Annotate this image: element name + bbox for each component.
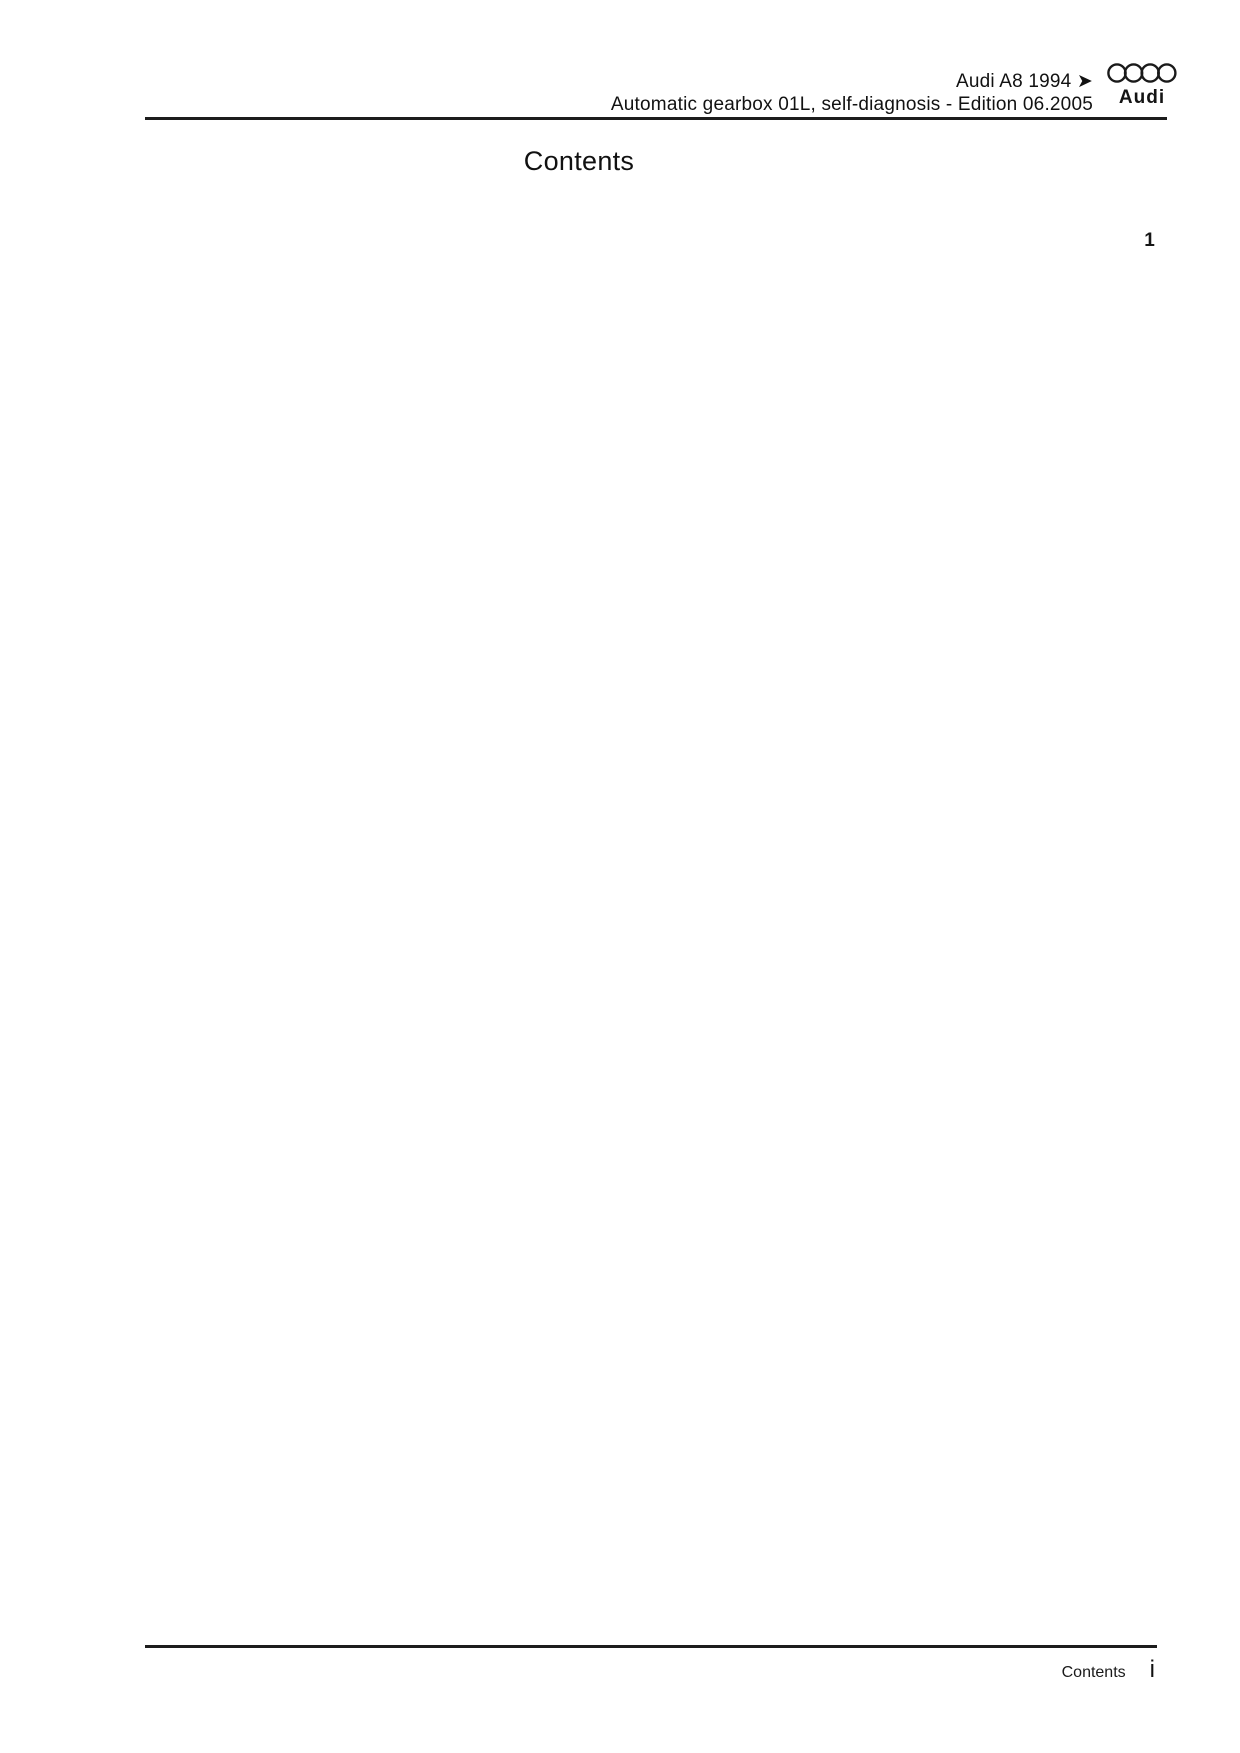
audi-wordmark: Audi [1118, 87, 1166, 108]
page-title: Contents [523, 146, 635, 176]
footer [145, 1656, 1155, 1684]
header [300, 70, 1093, 116]
audi-rings-icon [1107, 60, 1177, 86]
table-of-contents [140, 230, 1155, 1121]
header-rule [145, 117, 1167, 120]
footer-rule [145, 1645, 1157, 1648]
footer-page-number: i [1149, 1656, 1155, 1683]
toc-chapter-page: 1 [140, 230, 1155, 1121]
footer-section-label: Contents [1061, 1664, 1126, 1681]
header-model-line: Audi A8 1994 ➤ [955, 71, 1093, 92]
audi-logo [1102, 60, 1182, 108]
header-edition-line: Automatic gearbox 01L, self-diagnosis - Edition 06.2005 [610, 94, 1093, 115]
toc-chapter-heading [140, 230, 1155, 254]
